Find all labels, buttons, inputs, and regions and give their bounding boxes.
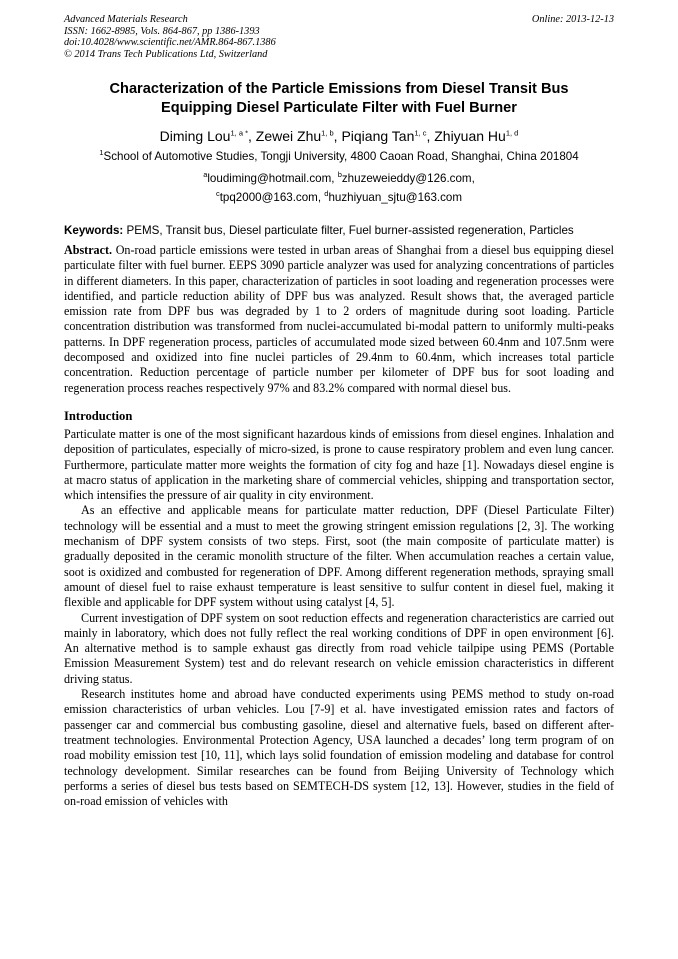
author-superscript: 1, d <box>505 128 519 138</box>
online-date: Online: 2013-12-13 <box>531 14 614 25</box>
keywords-text: PEMS, Transit bus, Diesel particulate filter, Fuel burner-assisted regeneration, Particles <box>123 224 574 237</box>
author-superscript: 1, b <box>321 128 334 138</box>
affiliation-superscript: 1 <box>99 148 104 158</box>
paragraph: As an effective and applicable means for particulate matter reduction, DPF (Diesel Particulate Filter) technology will be essential and a must to meet the growing stringent emission regulations [2, 3]. The working mechanism of DPF system consists of two steps. First, soot (the main composite of particulate matter) is gradually deposited in the ceramic monolith structure of the filter. When accumulation reaches a certain value, soot is oxidized and combusted for regeneration of DPF. Among different regeneration methods, spraying small amount of diesel fuel to raise exhaust temperature is least sensitive to sulfur content in diesel fuel, making it flexible and applicable for DPF system without using catalyst [4, 5]. <box>64 503 614 610</box>
abstract-label: Abstract. <box>64 243 113 257</box>
author-superscript: 1, c <box>414 128 427 138</box>
email-address[interactable]: tpq2000@163.com, <box>219 191 325 204</box>
author-name: Zhiyuan Hu <box>434 128 506 144</box>
journal-name: Advanced Materials Research <box>64 14 188 25</box>
journal-header <box>64 14 614 64</box>
paragraph: Research institutes home and abroad have conducted experiments using PEMS method to study on-road emission characteristics of urban vehicles. Lou [7-9] et al. have investigated emission rates and factors of passenger car and commercial bus combusting gasoline, diesel and alternative fuels, based on different after-treatment technologies. Environmental Protection Agency, USA launched a decades’ long term program of on road mobility emission test [10, 11], which lays solid foundation of emission modeling and database for control technology development. Similar researches can be found from Beijing University of Technology which performs a series of diesel bus tests based on SEMTECH-DS system [12, 13]. However, studies in the field of on-road emission of vehicles with <box>64 687 614 809</box>
section-heading: Introduction <box>64 408 133 423</box>
email-address[interactable]: loudiming@hotmail.com, <box>207 172 338 185</box>
author-name: Diming Lou <box>159 128 231 144</box>
abstract-text: On-road particle emissions were tested in urban areas of Shanghai from a diesel bus equipping diesel particulate filter with fuel burner. EEPS 3090 particle analyzer was used for analyzing concentrations of particles in different diameters. In this paper, characterization of particles in soot loading and regeneration processes were identified, and particle reduction ability of DPF bus was analyzed. Result shows that, the averaged particle emission rate from DPF bus was degraded by 1 to 2 orders of magnitude during soot loading. Particle concentration distribution was transformed from nuclei-accumulated bi-modal pattern to uniformly multi-peaks patterns. In DPF regeneration process, particles of accumulated mode sized between 60.4nm and 107.5nm were decomposed and oxidized into fine nuclei particles of 29.4nm to 60.4nm, which increases total particle concentration. Reduction percentage of particle number per kilometer of DPF bus for soot loading and regeneration process reaches respectively 97% and 83.2% compared with normal diesel bus. <box>64 243 614 395</box>
copyright-line: © 2014 Trans Tech Publications Ltd, Switzerland <box>64 48 268 60</box>
email-superscript: a <box>203 170 208 180</box>
paragraph: Current investigation of DPF system on soot reduction effects and regeneration characteristics are carried out mainly in laboratory, which does not fully reflect the real working conditions of DPF in open environment [6]. An alternative method is to sample exhaust gas directly from road vehicle tailpipe using PEMS (Portable Emission Measurement System) test and do relevant research on vehicle emission characteristics in different driving status. <box>64 610 614 686</box>
doi-line: doi:10.4028/www.scientific.net/AMR.864-867.1386 <box>64 37 276 48</box>
paragraph: Particulate matter is one of the most significant hazardous kinds of emissions from diesel engines. Inhalation and deposition of particulates, especially of micro-sized, is prone to cause respiratory problem and even lung cancer. Furthermore, particulate matter more weights the formation of city fog and haze [1]. Nowadays diesel engine is at macro status of application in the marketing share of commercial vehicles, shipping and transportation sector, which intensifies the pressure of air quality in city environment. <box>64 426 614 503</box>
email-superscript: d <box>324 189 329 199</box>
abstract <box>64 243 614 396</box>
email-superscript: c <box>215 189 220 199</box>
author-superscript: 1, a * <box>230 128 248 138</box>
keywords <box>64 223 614 238</box>
issn-line: ISSN: 1662-8985, Vols. 864-867, pp 1386-1393 <box>64 25 260 37</box>
email-line <box>64 188 614 207</box>
author-separator: , <box>426 128 435 144</box>
email-superscript: b <box>337 170 342 180</box>
keywords-label: Keywords: <box>64 224 124 237</box>
paper-title <box>64 80 614 118</box>
author-list <box>64 126 614 146</box>
author-separator: , <box>248 128 256 144</box>
title-line: Characterization of the Particle Emissions from Diesel Transit Bus <box>109 81 569 97</box>
email-line <box>64 169 614 188</box>
introduction-body <box>64 427 614 809</box>
affiliation <box>64 149 614 165</box>
author-name: Zewei Zhu <box>255 128 322 144</box>
author-name: Piqiang Tan <box>341 128 415 144</box>
affiliation-text: School of Automotive Studies, Tongji University, 4800 Caoan Road, Shanghai, China 201804 <box>103 150 579 163</box>
email-address[interactable]: zhuzeweieddy@126.com, <box>341 172 475 185</box>
author-separator: , <box>333 128 342 144</box>
email-address[interactable]: huzhiyuan_sjtu@163.com <box>328 191 463 204</box>
title-line: Equipping Diesel Particulate Filter with Fuel Burner <box>161 100 517 116</box>
